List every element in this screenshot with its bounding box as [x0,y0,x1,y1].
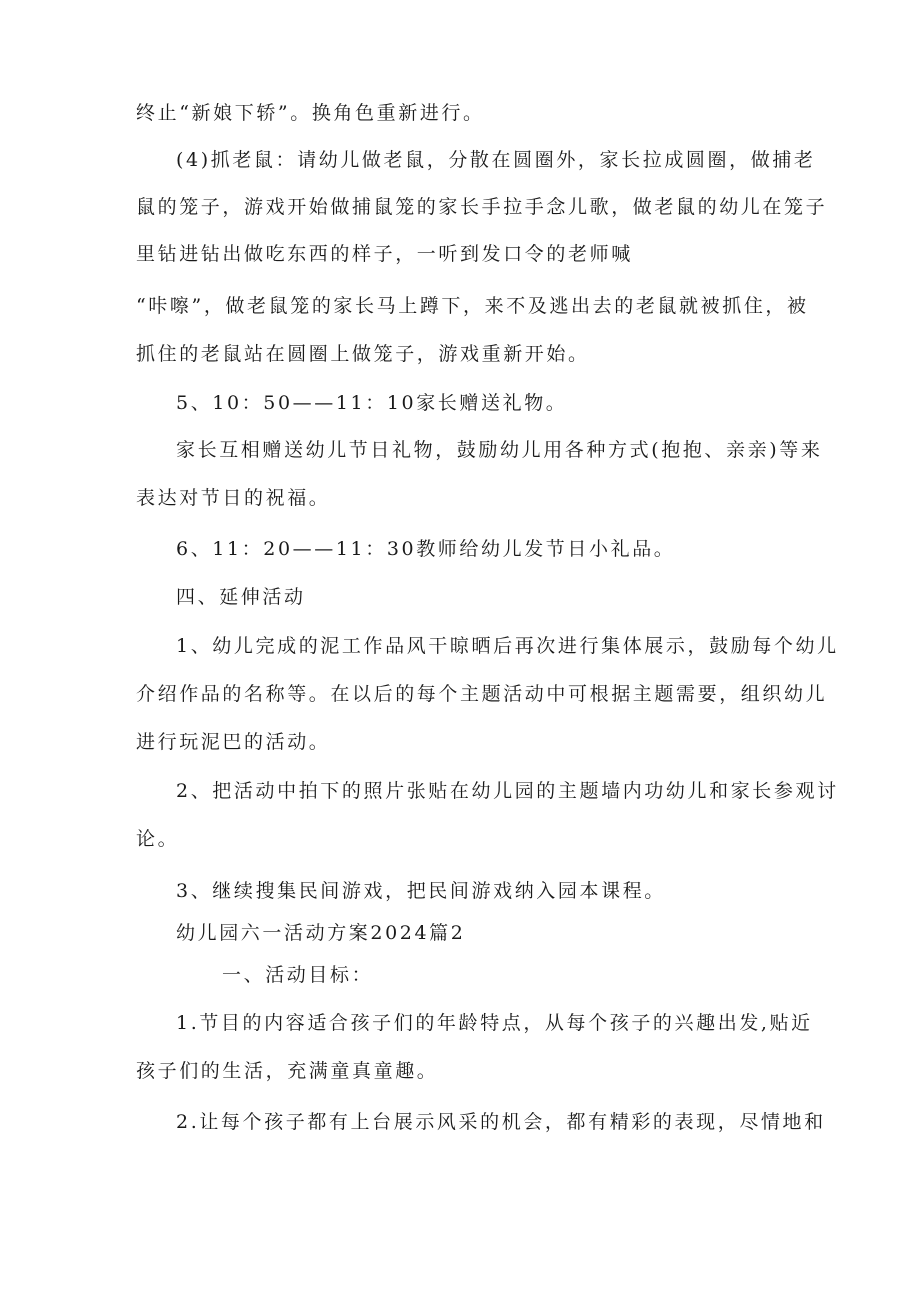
section-heading: 四、延伸活动 [176,586,306,608]
text-line: 2.让每个孩子都有上台展示风采的机会，都有精彩的表现，尽情地和 [176,1111,826,1133]
text-line: 介绍作品的名称等。在以后的每个主题活动中可根据主题需要，组织幼儿 [136,683,828,705]
text-line: 1、幼儿完成的泥工作品风干晾晒后再次进行集体展示，鼓励每个幼儿 [176,635,839,657]
document-subtitle: 幼儿园六一活动方案2024篇2 [176,922,466,944]
text-line: 表达对节日的祝福。 [136,487,331,509]
text-line: 2、把活动中拍下的照片张贴在幼儿园的主题墙内功幼儿和家长参观讨 [176,780,839,802]
text-line: 5、10：50——11：10家长赠送礼物。 [176,392,568,414]
text-line: 1.节目的内容适合孩子们的年龄特点，从每个孩子的兴趣出发,贴近 [176,1012,813,1034]
text-line: 进行玩泥巴的活动。 [136,731,331,753]
text-line: 鼠的笼子，游戏开始做捕鼠笼的家长手拉手念儿歌，做老鼠的幼儿在笼子 [136,196,828,218]
text-line: 3、继续搜集民间游戏，把民间游戏纳入园本课程。 [176,880,666,902]
text-line: 终止“新娘下轿”。换角色重新进行。 [136,102,485,124]
text-line: 论。 [136,828,180,850]
text-line: 6、11：20——11：30教师给幼儿发节日小礼品。 [176,538,676,560]
text-line: 家长互相赠送幼儿节日礼物，鼓励幼儿用各种方式(抱抱、亲亲)等来 [176,439,823,461]
section-heading: 一、活动目标： [222,964,374,986]
text-line: 抓住的老鼠站在圆圈上做笼子，游戏重新开始。 [136,343,590,365]
text-line: “咔嚓”，做老鼠笼的家长马上蹲下，来不及逃出去的老鼠就被抓住，被 [136,295,809,317]
text-line: (4)抓老鼠：请幼儿做老鼠，分散在圆圈外，家长拉成圆圈，做捕老 [176,149,816,171]
text-line: 里钻进钻出做吃东西的样子，一听到发口令的老师喊 [136,243,633,265]
text-line: 孩子们的生活，充满童真童趣。 [136,1060,439,1082]
